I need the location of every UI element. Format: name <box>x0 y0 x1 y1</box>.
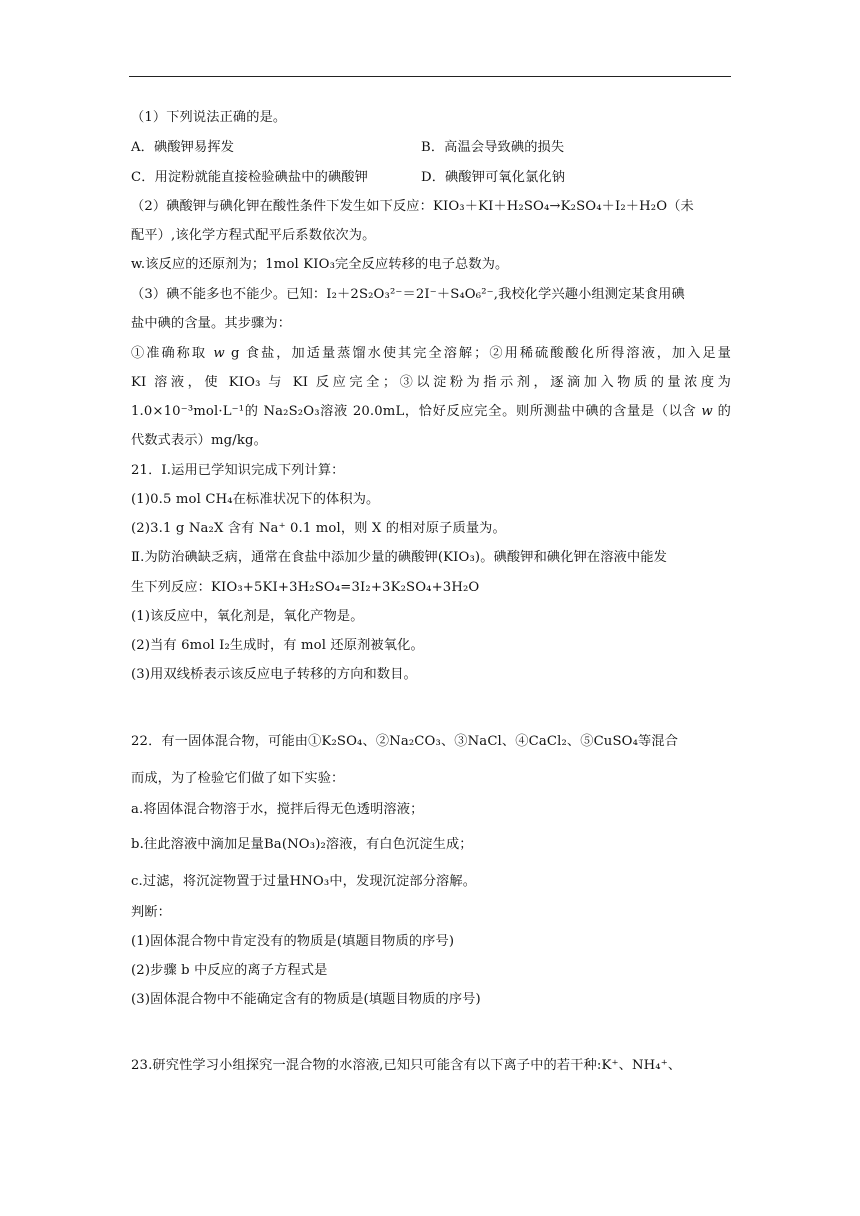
q22-line1: 22．有一固体混合物，可能由①K₂SO₄、②Na₂CO₃、③NaCl、④CaCl₂、⑤CuSO₄等混合 <box>131 734 679 749</box>
header-rule <box>129 76 731 77</box>
q22-judge-1: (1)固体混合物中肯定没有的物质是(填题目物质的序号) <box>131 934 455 949</box>
option-a: A．碘酸钾易挥发 <box>131 140 235 155</box>
q21-title: 21．Ⅰ.运用已学知识完成下列计算： <box>131 463 345 478</box>
q22-judge-3: (3)固体混合物中不能确定含有的物质是(填题目物质的序号) <box>131 992 481 1007</box>
q22-step-b: b.往此溶液中滴加足量Ba(NO₃)₂溶液，有白色沉淀生成； <box>131 837 473 852</box>
q20-part3-line4: KI 溶液，使 KIO₃ 与 KI 反应完全；③以淀粉为指示剂，逐滴加入物质的量浓度为 <box>131 375 731 390</box>
q20-part3-line3: ①准确称取 w g 食盐，加适量蒸馏水使其完全溶解；②用稀硫酸酸化所得溶液，加入足量 <box>131 346 732 361</box>
option-c: C．用淀粉就能直接检验碘盐中的碘酸钾 <box>131 170 368 185</box>
q22-judge-label: 判断： <box>131 905 172 920</box>
q21-ii-3: (3)用双线桥表示该反应电子转移的方向和数目。 <box>131 667 417 682</box>
q22-step-c: c.过滤，将沉淀物置于过量HNO₃中，发现沉淀部分溶解。 <box>131 874 477 889</box>
q22-step-a: a.将固体混合物溶于水，搅拌后得无色透明溶液； <box>131 802 424 817</box>
q20-part2-line3: w.该反应的还原剂为；1mol KIO₃完全反应转移的电子总数为。 <box>131 257 509 272</box>
q21-ii-2: (2)当有 6mol I₂生成时，有 mol 还原剂被氧化。 <box>131 638 424 653</box>
q20-part3-line2: 盐中碘的含量。其步骤为： <box>131 316 292 331</box>
q23-line1: 23.研究性学习小组探究一混合物的水溶液,已知只可能含有以下离子中的若干种:K⁺、NH₄⁺、 <box>131 1058 682 1073</box>
q21-ii-1: (1)该反应中，氧化剂是，氧化产物是。 <box>131 609 364 624</box>
q20-part1: （1）下列说法正确的是。 <box>131 110 287 125</box>
q22-line2: 而成，为了检验它们做了如下实验： <box>131 771 345 786</box>
q21-i-2: (2)3.1 g Na₂X 含有 Na⁺ 0.1 mol，则 X 的相对原子质量为。 <box>131 521 506 536</box>
q21-ii-intro-line2: 生下列反应：KIO₃+5KI+3H₂SO₄=3I₂+3K₂SO₄+3H₂O <box>131 580 480 595</box>
q22-judge-2: (2)步骤 b 中反应的离子方程式是 <box>131 963 328 978</box>
option-d: D．碘酸钾可氧化氯化钠 <box>421 170 566 185</box>
q20-part2-line1: （2）碘酸钾与碘化钾在酸性条件下发生如下反应：KIO₃＋KI＋H₂SO₄→K₂SO₄＋I₂＋H₂O（未 <box>131 199 694 214</box>
q21-ii-intro-line1: Ⅱ.为防治碘缺乏病，通常在食盐中添加少量的碘酸钾(KIO₃)。碘酸钾和碘化钾在溶液中能发 <box>131 550 667 565</box>
q20-part2-line2: 配平）,该化学方程式配平后系数依次为。 <box>131 228 376 243</box>
reaction-equation: KIO₃＋KI＋H₂SO₄→K₂SO₄＋I₂＋H₂O <box>432 199 668 214</box>
option-b: B．高温会导致碘的损失 <box>421 140 565 155</box>
q20-part3-line6: 代数式表示）mg/kg。 <box>131 433 267 448</box>
q20-part3-line1: （3）碘不能多也不能少。已知：I₂＋2S₂O₃²⁻＝2I⁻＋S₄O₆²⁻,我校化学兴趣小组测定某食用碘 <box>131 287 685 302</box>
q20-part3-line5: 1.0×10⁻³mol·L⁻¹的 Na₂S₂O₃溶液 20.0mL，恰好反应完全。则所测盐中碘的含量是（以含 w 的 <box>131 404 732 419</box>
q21-i-1: (1)0.5 mol CH₄在标准状况下的体积为。 <box>131 492 380 507</box>
